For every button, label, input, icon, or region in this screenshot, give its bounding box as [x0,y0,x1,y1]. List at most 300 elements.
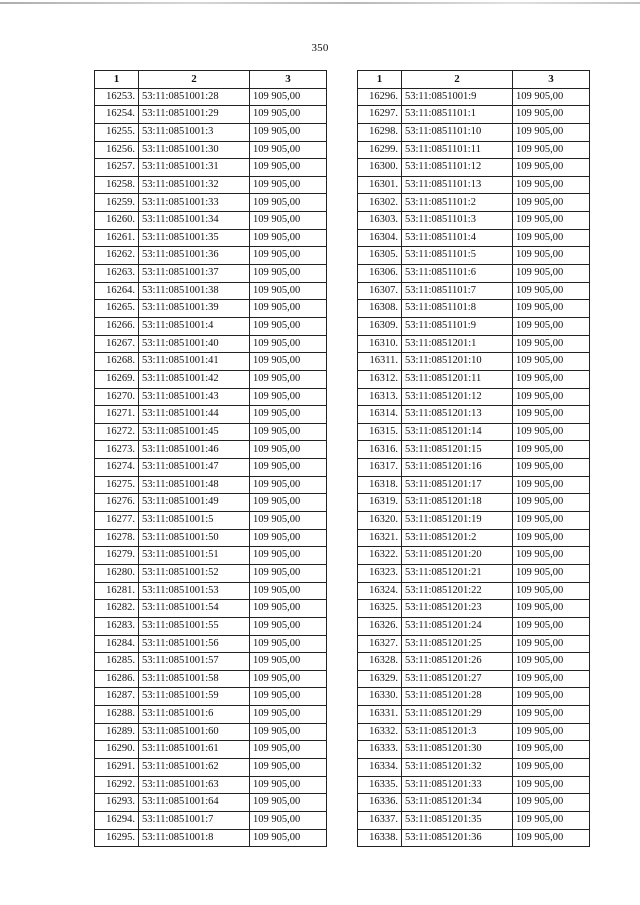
row-number: 16321. [358,529,402,547]
cadastral-number: 53:11:0851001:46 [139,441,250,459]
table-row [358,617,590,635]
cadastral-number: 53:11:0851001:34 [139,212,250,230]
table-row [358,476,590,494]
cadastral-value: 109 905,00 [513,811,590,829]
table-row [95,741,327,759]
row-number: 16318. [358,476,402,494]
row-number: 16320. [358,512,402,530]
cadastral-number: 53:11:0851201:24 [402,617,513,635]
table-row [358,282,590,300]
cadastral-number: 53:11:0851001:39 [139,300,250,318]
table-row [358,829,590,847]
row-number: 16301. [358,176,402,194]
cadastral-value: 109 905,00 [250,582,327,600]
cadastral-value: 109 905,00 [513,317,590,335]
cadastral-number: 53:11:0851201:32 [402,758,513,776]
row-number: 16322. [358,547,402,565]
column-header-cadastral: 2 [139,71,250,89]
table-row [358,88,590,106]
table-row [358,653,590,671]
row-number: 16333. [358,741,402,759]
table-row [358,317,590,335]
row-number: 16327. [358,635,402,653]
cadastral-value: 109 905,00 [250,635,327,653]
table-row [358,706,590,724]
cadastral-value: 109 905,00 [513,529,590,547]
cadastral-number: 53:11:0851101:12 [402,159,513,177]
table-row [95,476,327,494]
row-number: 16304. [358,229,402,247]
cadastral-number: 53:11:0851001:36 [139,247,250,265]
table-row [358,758,590,776]
cadastral-value: 109 905,00 [250,229,327,247]
row-number: 16306. [358,265,402,283]
cadastral-number: 53:11:0851001:52 [139,564,250,582]
cadastral-value: 109 905,00 [250,353,327,371]
cadastral-value: 109 905,00 [250,758,327,776]
row-number: 16273. [95,441,139,459]
cadastral-value: 109 905,00 [513,247,590,265]
cadastral-number: 53:11:0851101:6 [402,265,513,283]
row-number: 16311. [358,353,402,371]
row-number: 16305. [358,247,402,265]
row-number: 16328. [358,653,402,671]
cadastral-value: 109 905,00 [513,635,590,653]
row-number: 16315. [358,423,402,441]
table-row [95,388,327,406]
row-number: 16280. [95,564,139,582]
cadastral-value: 109 905,00 [250,688,327,706]
row-number: 16312. [358,370,402,388]
table-row [95,229,327,247]
row-number: 16281. [95,582,139,600]
row-number: 16298. [358,123,402,141]
table-row [358,670,590,688]
cadastral-value: 109 905,00 [513,388,590,406]
cadastral-value: 109 905,00 [250,670,327,688]
cadastral-value: 109 905,00 [250,741,327,759]
cadastral-number: 53:11:0851201:36 [402,829,513,847]
cadastral-value: 109 905,00 [250,159,327,177]
cadastral-number: 53:11:0851001:9 [402,88,513,106]
table-row [358,441,590,459]
table-row [95,794,327,812]
cadastral-value: 109 905,00 [250,653,327,671]
row-number: 16293. [95,794,139,812]
table-row [358,776,590,794]
row-number: 16288. [95,706,139,724]
cadastral-number: 53:11:0851001:62 [139,758,250,776]
row-number: 16296. [358,88,402,106]
cadastral-number: 53:11:0851001:32 [139,176,250,194]
cadastral-value: 109 905,00 [250,317,327,335]
cadastral-number: 53:11:0851201:30 [402,741,513,759]
table-row [95,335,327,353]
cadastral-value: 109 905,00 [513,300,590,318]
table-row [95,176,327,194]
cadastral-number: 53:11:0851101:8 [402,300,513,318]
cadastral-number: 53:11:0851001:47 [139,459,250,477]
cadastral-value: 109 905,00 [250,141,327,159]
row-number: 16257. [95,159,139,177]
table-row [95,758,327,776]
table-row [95,600,327,618]
row-number: 16284. [95,635,139,653]
table-row [95,353,327,371]
row-number: 16308. [358,300,402,318]
cadastral-value: 109 905,00 [513,741,590,759]
table-row [358,512,590,530]
cadastral-value: 109 905,00 [513,459,590,477]
column-header-value: 3 [250,71,327,89]
cadastral-number: 53:11:0851001:8 [139,829,250,847]
row-number: 16326. [358,617,402,635]
cadastral-number: 53:11:0851101:9 [402,317,513,335]
table-row [95,317,327,335]
row-number: 16325. [358,600,402,618]
cadastral-value: 109 905,00 [250,176,327,194]
cadastral-number: 53:11:0851201:3 [402,723,513,741]
cadastral-number: 53:11:0851101:1 [402,106,513,124]
table-row [95,88,327,106]
table-row [358,459,590,477]
row-number: 16269. [95,370,139,388]
cadastral-number: 53:11:0851101:10 [402,123,513,141]
cadastral-number: 53:11:0851001:41 [139,353,250,371]
cadastral-value: 109 905,00 [250,194,327,212]
table-row [95,811,327,829]
row-number: 16274. [95,459,139,477]
table-row [95,564,327,582]
cadastral-value: 109 905,00 [513,723,590,741]
table-row [358,265,590,283]
table-row [95,670,327,688]
cadastral-number: 53:11:0851201:15 [402,441,513,459]
row-number: 16336. [358,794,402,812]
row-number: 16272. [95,423,139,441]
table-row [95,212,327,230]
table-row [358,370,590,388]
table-row [358,176,590,194]
cadastral-value: 109 905,00 [250,265,327,283]
cadastral-value: 109 905,00 [513,688,590,706]
cadastral-number: 53:11:0851201:20 [402,547,513,565]
cadastral-value: 109 905,00 [250,600,327,618]
table-row [95,635,327,653]
cadastral-value: 109 905,00 [250,459,327,477]
cadastral-number: 53:11:0851201:11 [402,370,513,388]
table-row [95,265,327,283]
cadastral-value: 109 905,00 [513,494,590,512]
cadastral-value: 109 905,00 [513,441,590,459]
cadastral-value: 109 905,00 [250,494,327,512]
row-number: 16254. [95,106,139,124]
row-number: 16334. [358,758,402,776]
cadastral-number: 53:11:0851001:55 [139,617,250,635]
table-row [95,617,327,635]
cadastral-number: 53:11:0851001:42 [139,370,250,388]
cadastral-value: 109 905,00 [513,794,590,812]
cadastral-value: 109 905,00 [250,370,327,388]
cadastral-value: 109 905,00 [513,194,590,212]
cadastral-number: 53:11:0851101:11 [402,141,513,159]
cadastral-value: 109 905,00 [513,476,590,494]
cadastral-value: 109 905,00 [513,229,590,247]
row-number: 16317. [358,459,402,477]
table-row [95,441,327,459]
table-row [358,794,590,812]
cadastral-number: 53:11:0851001:63 [139,776,250,794]
row-number: 16329. [358,670,402,688]
cadastral-number: 53:11:0851101:3 [402,212,513,230]
cadastral-value: 109 905,00 [513,564,590,582]
cadastral-value: 109 905,00 [250,388,327,406]
cadastral-value: 109 905,00 [513,653,590,671]
cadastral-value: 109 905,00 [250,123,327,141]
row-number: 16268. [95,353,139,371]
page-number: 350 [311,42,329,54]
row-number: 16285. [95,653,139,671]
table-row [358,723,590,741]
cadastral-value: 109 905,00 [250,88,327,106]
table-row [358,494,590,512]
cadastral-value: 109 905,00 [250,776,327,794]
cadastral-number: 53:11:0851001:7 [139,811,250,829]
table-row [358,423,590,441]
row-number: 16314. [358,406,402,424]
cadastral-value: 109 905,00 [513,212,590,230]
row-number: 16335. [358,776,402,794]
cadastral-number: 53:11:0851001:30 [139,141,250,159]
cadastral-value: 109 905,00 [250,829,327,847]
column-header-cadastral: 2 [402,71,513,89]
table-row [95,194,327,212]
row-number: 16253. [95,88,139,106]
row-number: 16283. [95,617,139,635]
cadastral-value: 109 905,00 [250,300,327,318]
row-number: 16261. [95,229,139,247]
table-row [358,335,590,353]
table-row [358,600,590,618]
cadastral-value: 109 905,00 [250,406,327,424]
cadastral-value: 109 905,00 [513,353,590,371]
cadastral-value: 109 905,00 [513,176,590,194]
table-row [358,300,590,318]
row-number: 16331. [358,706,402,724]
cadastral-value: 109 905,00 [513,406,590,424]
row-number: 16287. [95,688,139,706]
table-row [95,776,327,794]
row-number: 16292. [95,776,139,794]
cadastral-value: 109 905,00 [513,617,590,635]
row-number: 16290. [95,741,139,759]
registry-table-left [94,70,327,847]
cadastral-number: 53:11:0851201:17 [402,476,513,494]
cadastral-number: 53:11:0851001:56 [139,635,250,653]
cadastral-number: 53:11:0851001:50 [139,529,250,547]
scan-edge-artifact [0,2,640,4]
cadastral-value: 109 905,00 [513,670,590,688]
cadastral-number: 53:11:0851001:48 [139,476,250,494]
table-row [358,247,590,265]
table-row [358,123,590,141]
table-row [358,635,590,653]
table-row [95,370,327,388]
table-row [95,494,327,512]
cadastral-number: 53:11:0851201:27 [402,670,513,688]
table-row [95,282,327,300]
row-number: 16260. [95,212,139,230]
row-number: 16289. [95,723,139,741]
cadastral-value: 109 905,00 [513,547,590,565]
table-row [358,353,590,371]
table-row [358,688,590,706]
cadastral-value: 109 905,00 [250,212,327,230]
table-row [358,106,590,124]
cadastral-value: 109 905,00 [250,282,327,300]
row-number: 16278. [95,529,139,547]
cadastral-value: 109 905,00 [513,88,590,106]
row-number: 16310. [358,335,402,353]
table-row [358,388,590,406]
row-number: 16266. [95,317,139,335]
cadastral-number: 53:11:0851201:13 [402,406,513,424]
cadastral-number: 53:11:0851201:14 [402,423,513,441]
cadastral-number: 53:11:0851001:28 [139,88,250,106]
cadastral-value: 109 905,00 [513,423,590,441]
row-number: 16324. [358,582,402,600]
row-number: 16332. [358,723,402,741]
row-number: 16297. [358,106,402,124]
table-row [95,423,327,441]
cadastral-value: 109 905,00 [250,529,327,547]
table-row [358,141,590,159]
cadastral-number: 53:11:0851001:61 [139,741,250,759]
cadastral-value: 109 905,00 [513,758,590,776]
cadastral-number: 53:11:0851201:2 [402,529,513,547]
cadastral-number: 53:11:0851201:29 [402,706,513,724]
cadastral-number: 53:11:0851001:43 [139,388,250,406]
row-number: 16262. [95,247,139,265]
table-row [95,829,327,847]
cadastral-number: 53:11:0851201:23 [402,600,513,618]
cadastral-number: 53:11:0851001:51 [139,547,250,565]
cadastral-value: 109 905,00 [513,829,590,847]
cadastral-value: 109 905,00 [250,617,327,635]
row-number: 16255. [95,123,139,141]
cadastral-number: 53:11:0851001:35 [139,229,250,247]
table-row [95,123,327,141]
row-number: 16286. [95,670,139,688]
table-row [95,582,327,600]
cadastral-number: 53:11:0851001:54 [139,600,250,618]
cadastral-value: 109 905,00 [250,476,327,494]
row-number: 16323. [358,564,402,582]
cadastral-value: 109 905,00 [250,794,327,812]
cadastral-number: 53:11:0851001:44 [139,406,250,424]
row-number: 16300. [358,159,402,177]
cadastral-value: 109 905,00 [513,706,590,724]
row-number: 16276. [95,494,139,512]
row-number: 16282. [95,600,139,618]
row-number: 16271. [95,406,139,424]
table-row [358,582,590,600]
table-row [358,811,590,829]
cadastral-number: 53:11:0851001:53 [139,582,250,600]
table-header-row [358,71,590,89]
row-number: 16299. [358,141,402,159]
cadastral-number: 53:11:0851201:35 [402,811,513,829]
cadastral-number: 53:11:0851001:40 [139,335,250,353]
cadastral-number: 53:11:0851001:64 [139,794,250,812]
cadastral-value: 109 905,00 [250,423,327,441]
cadastral-value: 109 905,00 [250,811,327,829]
row-number: 16302. [358,194,402,212]
cadastral-number: 53:11:0851201:34 [402,794,513,812]
cadastral-number: 53:11:0851201:12 [402,388,513,406]
cadastral-value: 109 905,00 [250,706,327,724]
cadastral-number: 53:11:0851201:10 [402,353,513,371]
cadastral-number: 53:11:0851201:26 [402,653,513,671]
row-number: 16256. [95,141,139,159]
table-row [95,529,327,547]
cadastral-value: 109 905,00 [513,265,590,283]
cadastral-number: 53:11:0851101:5 [402,247,513,265]
row-number: 16267. [95,335,139,353]
cadastral-number: 53:11:0851001:37 [139,265,250,283]
cadastral-value: 109 905,00 [250,512,327,530]
row-number: 16259. [95,194,139,212]
cadastral-number: 53:11:0851001:58 [139,670,250,688]
row-number: 16309. [358,317,402,335]
table-row [358,229,590,247]
table-row [358,406,590,424]
cadastral-value: 109 905,00 [250,335,327,353]
row-number: 16265. [95,300,139,318]
cadastral-value: 109 905,00 [250,547,327,565]
column-header-number: 1 [95,71,139,89]
table-row [358,212,590,230]
row-number: 16275. [95,476,139,494]
cadastral-number: 53:11:0851001:31 [139,159,250,177]
table-row [95,512,327,530]
registry-rows-left [95,88,327,847]
row-number: 16319. [358,494,402,512]
row-number: 16270. [95,388,139,406]
cadastral-value: 109 905,00 [250,441,327,459]
cadastral-number: 53:11:0851201:33 [402,776,513,794]
row-number: 16330. [358,688,402,706]
row-number: 16295. [95,829,139,847]
cadastral-number: 53:11:0851001:29 [139,106,250,124]
row-number: 16277. [95,512,139,530]
cadastral-number: 53:11:0851101:13 [402,176,513,194]
row-number: 16294. [95,811,139,829]
registry-table-right [357,70,590,847]
cadastral-number: 53:11:0851201:1 [402,335,513,353]
row-number: 16338. [358,829,402,847]
cadastral-number: 53:11:0851201:16 [402,459,513,477]
cadastral-value: 109 905,00 [513,106,590,124]
cadastral-number: 53:11:0851201:21 [402,564,513,582]
row-number: 16258. [95,176,139,194]
cadastral-number: 53:11:0851001:5 [139,512,250,530]
cadastral-number: 53:11:0851201:25 [402,635,513,653]
cadastral-number: 53:11:0851001:33 [139,194,250,212]
cadastral-value: 109 905,00 [513,776,590,794]
column-header-value: 3 [513,71,590,89]
table-row [95,653,327,671]
